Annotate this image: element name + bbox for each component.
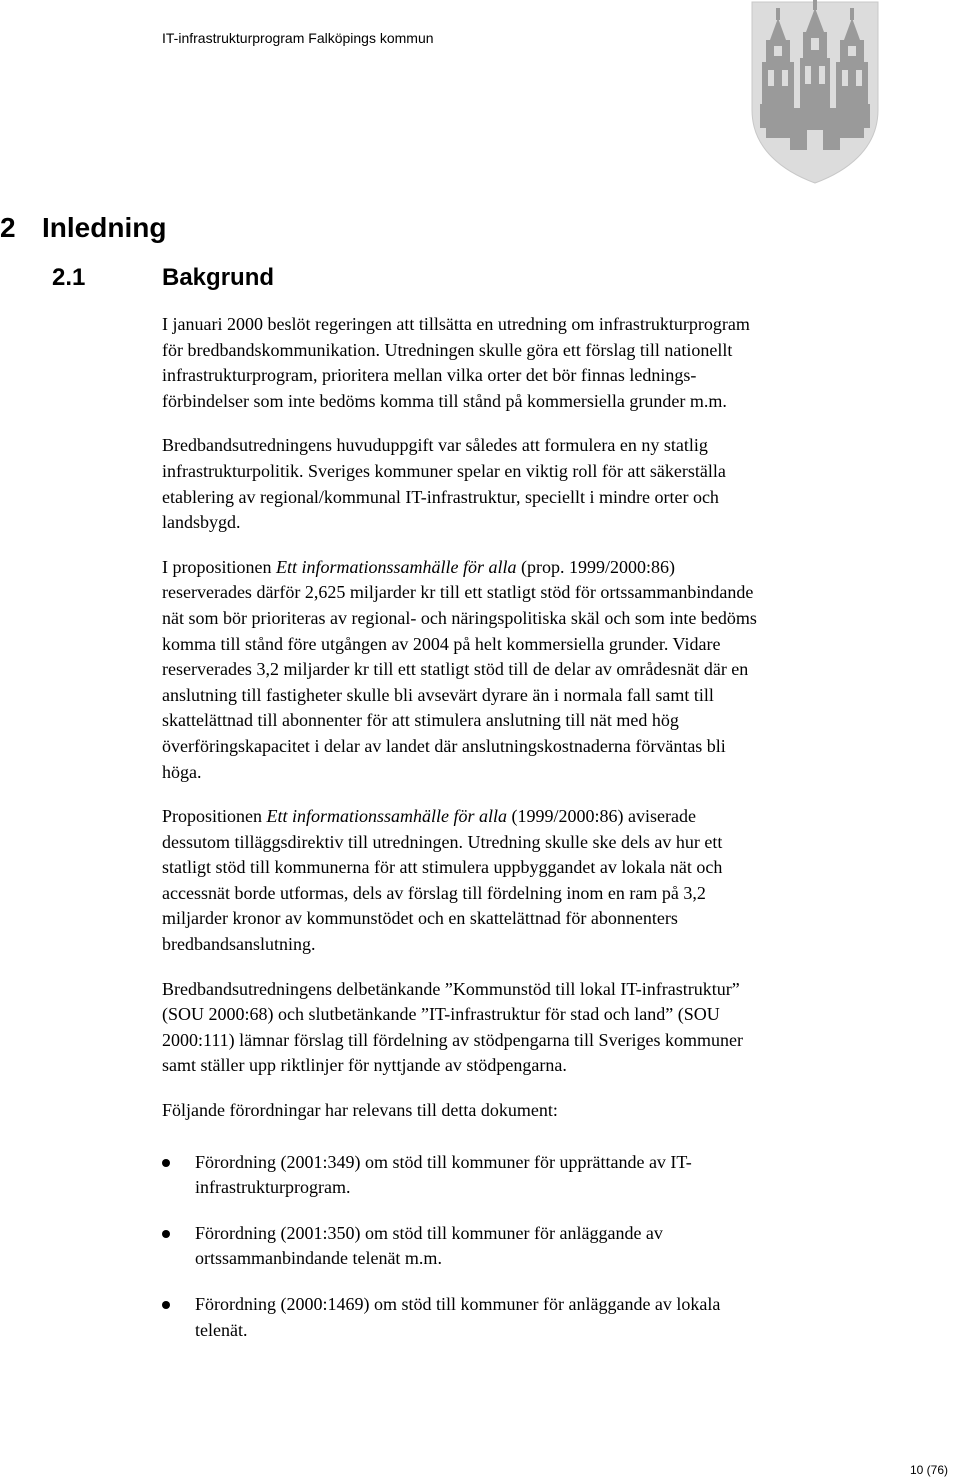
paragraph: I januari 2000 beslöt regeringen att tillsätta en utredning om infrastrukturprogram för bredbandskommunikation. Utredningen skulle göra ett förslag till nationellt infrastrukturprogram, prioritera mellan vilka orter det bör finnas lednings- förbindelser som inte bedöms komma till stånd på kommersiella grunder m.m. — [162, 314, 750, 411]
section-number: 2 — [0, 212, 16, 243]
paragraph: Bredbandsutredningens huvuduppgift var således att formulera en ny statlig infrastrukturpolitik. Sveriges kommuner spelar en viktig roll för att säkerställa etablering av regional/kommunal IT-infrastruktur, speciellt i mindre orter och landsbygd. — [162, 435, 726, 533]
publication-title: Ett informationssamhälle för alla — [276, 556, 517, 577]
list-item — [162, 1221, 902, 1272]
list-item-text: Förordning (2001:349) om stöd till kommuner för upprättande av IT- infrastrukturprogram. — [195, 1151, 692, 1198]
subsection-title: Bakgrund — [162, 264, 275, 291]
bullet-icon — [162, 1159, 170, 1167]
coat-of-arms-icon — [750, 0, 880, 185]
subsection-number: 2.1 — [52, 264, 86, 291]
section-title: Inledning — [42, 212, 167, 243]
bullet-icon — [162, 1230, 170, 1238]
page-number: 10 (76) — [910, 1463, 949, 1477]
paragraph — [162, 555, 902, 785]
list-item — [162, 1150, 902, 1201]
paragraph — [162, 804, 902, 958]
paragraph-text: Propositionen — [162, 806, 267, 827]
list-item-text: Förordning (2001:350) om stöd till kommuner för anläggande av ortssammanbindande telenät m.m. — [195, 1222, 663, 1269]
document-header: IT-infrastrukturprogram Falköpings kommun — [162, 30, 434, 46]
paragraph: Följande förordningar har relevans till detta dokument: — [162, 1100, 558, 1121]
paragraph: Bredbandsutredningens delbetänkande ”Kommunstöd till lokal IT-infrastruktur” (SOU 2000:68) och slutbetänkande ”IT-infrastruktur för stad och land” (SOU 2000:111) lämnar förslag till fördelning av stödpengarna till Sveriges kommuner samt ställer upp riktlinjer för nyttjande av stödpengarna. — [162, 978, 744, 1076]
section-heading — [0, 208, 166, 248]
document-body — [162, 312, 902, 1363]
paragraph-text: (prop. 1999/2000:86) reserverades därför 2,625 miljarder kr till ett statligt stöd för ortssammanbindande nät som bör prioriteras av regional- och näringspolitiska skäl och som inte bedöms komma till stånd före utgången av 2004 på helt kommersiella grunder. Vidare reserverades 3,2 miljarder kr till ett statligt stöd till de delar av områdesnät där en anslutning till fastigheter skulle bli avsevärt dyrare än i normala fall samt till skattelättnad till abonnenter för att stimulera anslutning till nät med hög överföringskapacitet i delar av landet där anslutningskostnaderna förväntas bli höga. — [162, 556, 757, 782]
paragraph-text: (1999/2000:86) aviserade dessutom tilläggsdirektiv till utredningen. Utredning skulle ske dels av hur ett statligt stöd till kommunerna för att stimulera uppbyggandet av lokala nät och accessnät borde utformas, dels av förslag till fördelning inom en ram på 3,2 miljarder kronor av kommunstödet och en skattelättnad för abonnenters bredbandsanslutning. — [162, 806, 723, 955]
list-item — [162, 1292, 902, 1343]
subsection-heading — [52, 261, 274, 295]
regulation-list — [162, 1150, 902, 1344]
paragraph-text: I propositionen — [162, 556, 276, 577]
list-item-text: Förordning (2000:1469) om stöd till kommuner för anläggande av lokala telenät. — [195, 1294, 721, 1340]
bullet-icon — [162, 1301, 170, 1309]
publication-title: Ett informationssamhälle för alla — [266, 806, 508, 827]
